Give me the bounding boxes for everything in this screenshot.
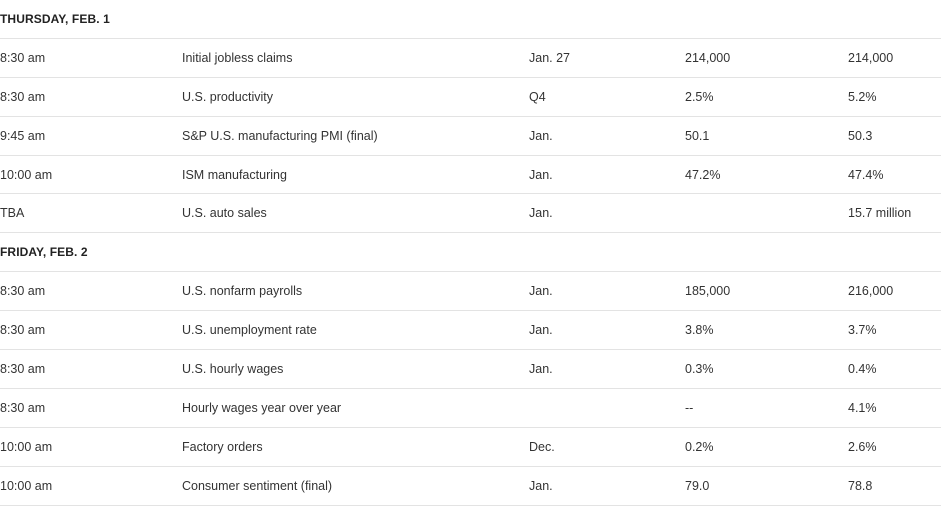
time-cell: 8:30 am: [0, 284, 46, 299]
median-forecast-cell: 50.1: [685, 128, 710, 143]
report-cell: Initial jobless claims: [182, 50, 293, 65]
previous-cell: 216,000: [848, 284, 894, 299]
time-cell: 8:30 am: [0, 400, 46, 415]
median-forecast-cell: 79.0: [685, 478, 710, 493]
period-cell: Jan.: [529, 284, 553, 299]
period-cell: Jan. 27: [529, 50, 571, 65]
time-cell: 9:45 am: [0, 128, 46, 143]
report-cell: U.S. nonfarm payrolls: [182, 284, 303, 299]
period-cell: Jan.: [529, 167, 553, 182]
table-row: [0, 39, 941, 78]
table-row: [0, 428, 941, 467]
table-row: [0, 272, 941, 311]
table-row: [0, 311, 941, 350]
period-cell: Jan.: [529, 362, 553, 377]
report-cell: S&P U.S. manufacturing PMI (final): [182, 128, 378, 143]
previous-cell: 2.6%: [848, 439, 877, 454]
table-row: [0, 78, 941, 117]
report-cell: Consumer sentiment (final): [182, 478, 333, 493]
previous-cell: 0.4%: [848, 362, 877, 377]
period-cell: Jan.: [529, 478, 553, 493]
time-cell: 8:30 am: [0, 89, 46, 104]
table-row: [0, 350, 941, 389]
period-cell: Jan.: [529, 323, 553, 338]
time-cell: 10:00 am: [0, 167, 53, 182]
table-row: [0, 467, 941, 506]
time-cell: 8:30 am: [0, 362, 46, 377]
previous-cell: 15.7 million: [848, 206, 912, 221]
period-cell: Q4: [529, 89, 546, 104]
time-cell: 8:30 am: [0, 50, 46, 65]
day-header: [0, 0, 941, 39]
median-forecast-cell: 185,000: [685, 284, 731, 299]
previous-cell: 5.2%: [848, 89, 877, 104]
previous-cell: 50.3: [848, 128, 873, 143]
median-forecast-cell: 2.5%: [685, 89, 714, 104]
table-row: [0, 389, 941, 428]
previous-cell: 78.8: [848, 478, 873, 493]
time-cell: TBA: [0, 206, 25, 221]
median-forecast-cell: 0.3%: [685, 362, 714, 377]
previous-cell: 47.4%: [848, 167, 884, 182]
report-cell: Hourly wages year over year: [182, 400, 342, 415]
period-cell: Dec.: [529, 439, 555, 454]
median-forecast-cell: 0.2%: [685, 439, 714, 454]
table-row: [0, 194, 941, 233]
time-cell: 8:30 am: [0, 323, 46, 338]
period-cell: Jan.: [529, 128, 553, 143]
time-cell: 10:00 am: [0, 439, 53, 454]
report-cell: U.S. productivity: [182, 89, 274, 104]
table-row: [0, 156, 941, 195]
report-cell: U.S. auto sales: [182, 206, 267, 221]
period-cell: Jan.: [529, 206, 553, 221]
time-cell: 10:00 am: [0, 478, 53, 493]
previous-cell: 214,000: [848, 50, 894, 65]
report-cell: ISM manufacturing: [182, 167, 287, 182]
report-cell: U.S. hourly wages: [182, 362, 284, 377]
median-forecast-cell: 3.8%: [685, 323, 714, 338]
table-row: [0, 117, 941, 156]
day-header-label: THURSDAY, FEB. 1: [0, 12, 110, 26]
median-forecast-cell: 214,000: [685, 50, 731, 65]
previous-cell: 3.7%: [848, 323, 877, 338]
report-cell: Factory orders: [182, 439, 263, 454]
report-cell: U.S. unemployment rate: [182, 323, 317, 338]
day-header-label: FRIDAY, FEB. 2: [0, 245, 88, 260]
previous-cell: 4.1%: [848, 400, 877, 415]
median-forecast-cell: 47.2%: [685, 167, 721, 182]
median-forecast-cell: --: [685, 400, 694, 415]
day-header: [0, 233, 941, 272]
